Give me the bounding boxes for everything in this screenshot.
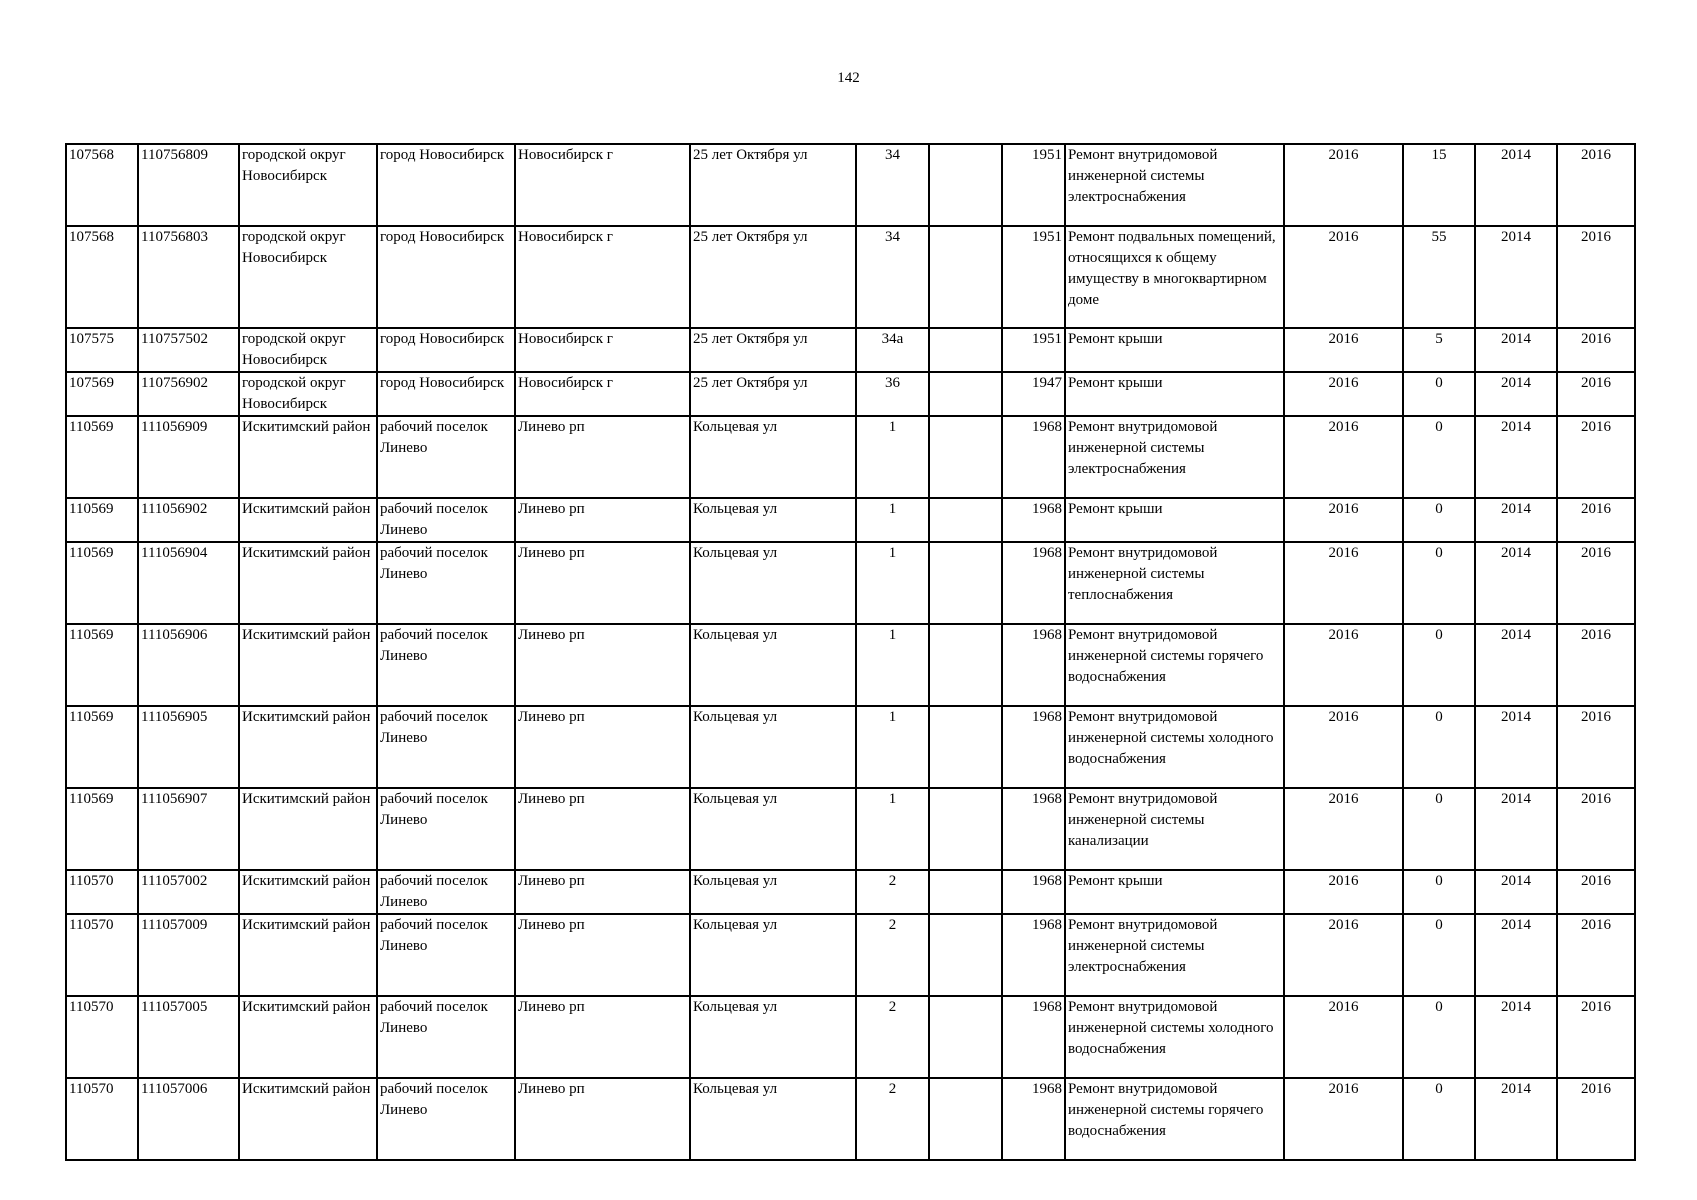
cell-period-end: 2016	[1557, 144, 1635, 226]
cell-municipality: город Новосибирск	[377, 144, 515, 226]
registry-table	[65, 143, 1636, 1161]
cell-item-id: 111056902	[138, 498, 239, 542]
cell-plan-year: 2016	[1284, 788, 1403, 870]
cell-period-end: 2016	[1557, 1078, 1635, 1160]
table-row	[66, 144, 1635, 226]
cell-house-number: 1	[856, 624, 929, 706]
cell-period-start: 2014	[1475, 498, 1557, 542]
cell-item-id: 111057009	[138, 914, 239, 996]
cell-period-start: 2014	[1475, 1078, 1557, 1160]
cell-building	[929, 706, 1002, 788]
cell-build-year: 1968	[1002, 624, 1065, 706]
cell-district: городской округ Новосибирск	[239, 144, 377, 226]
cell-municipality: рабочий поселок Линево	[377, 996, 515, 1078]
cell-street: Кольцевая ул	[690, 498, 856, 542]
cell-work-type: Ремонт внутридомовой инженерной системы холодного водоснабжения	[1065, 996, 1284, 1078]
cell-build-year: 1951	[1002, 144, 1065, 226]
cell-region-code: 110569	[66, 416, 138, 498]
cell-item-id: 110756902	[138, 372, 239, 416]
cell-item-id: 111057006	[138, 1078, 239, 1160]
cell-building	[929, 996, 1002, 1078]
cell-municipality: рабочий поселок Линево	[377, 914, 515, 996]
cell-street: 25 лет Октября ул	[690, 226, 856, 328]
cell-work-type: Ремонт внутридомовой инженерной системы горячего водоснабжения	[1065, 1078, 1284, 1160]
cell-building	[929, 1078, 1002, 1160]
cell-wear: 0	[1403, 706, 1475, 788]
cell-work-type: Ремонт внутридомовой инженерной системы горячего водоснабжения	[1065, 624, 1284, 706]
cell-period-end: 2016	[1557, 226, 1635, 328]
cell-item-id: 111057005	[138, 996, 239, 1078]
cell-district: Искитимский район	[239, 498, 377, 542]
cell-period-end: 2016	[1557, 788, 1635, 870]
cell-period-end: 2016	[1557, 328, 1635, 372]
cell-wear: 0	[1403, 542, 1475, 624]
cell-plan-year: 2016	[1284, 996, 1403, 1078]
cell-plan-year: 2016	[1284, 542, 1403, 624]
cell-period-start: 2014	[1475, 542, 1557, 624]
cell-plan-year: 2016	[1284, 706, 1403, 788]
cell-locality: Линево рп	[515, 706, 690, 788]
cell-period-end: 2016	[1557, 996, 1635, 1078]
cell-house-number: 1	[856, 706, 929, 788]
cell-building	[929, 870, 1002, 914]
cell-building	[929, 416, 1002, 498]
cell-wear: 0	[1403, 498, 1475, 542]
cell-period-start: 2014	[1475, 328, 1557, 372]
cell-municipality: рабочий поселок Линево	[377, 870, 515, 914]
cell-build-year: 1947	[1002, 372, 1065, 416]
cell-municipality: рабочий поселок Линево	[377, 706, 515, 788]
cell-build-year: 1968	[1002, 870, 1065, 914]
cell-street: Кольцевая ул	[690, 788, 856, 870]
cell-locality: Линево рп	[515, 542, 690, 624]
table-row	[66, 226, 1635, 328]
cell-wear: 0	[1403, 914, 1475, 996]
cell-district: городской округ Новосибирск	[239, 328, 377, 372]
cell-street: Кольцевая ул	[690, 624, 856, 706]
cell-region-code: 107568	[66, 226, 138, 328]
cell-item-id: 111056906	[138, 624, 239, 706]
cell-build-year: 1968	[1002, 996, 1065, 1078]
cell-period-start: 2014	[1475, 914, 1557, 996]
cell-work-type: Ремонт внутридомовой инженерной системы электроснабжения	[1065, 144, 1284, 226]
table-row	[66, 498, 1635, 542]
cell-street: Кольцевая ул	[690, 706, 856, 788]
cell-plan-year: 2016	[1284, 624, 1403, 706]
cell-wear: 0	[1403, 870, 1475, 914]
cell-item-id: 111056907	[138, 788, 239, 870]
table-row	[66, 372, 1635, 416]
cell-locality: Линево рп	[515, 624, 690, 706]
cell-item-id: 110756809	[138, 144, 239, 226]
cell-build-year: 1968	[1002, 542, 1065, 624]
cell-street: Кольцевая ул	[690, 542, 856, 624]
cell-build-year: 1968	[1002, 416, 1065, 498]
cell-locality: Линево рп	[515, 870, 690, 914]
cell-build-year: 1951	[1002, 328, 1065, 372]
cell-plan-year: 2016	[1284, 1078, 1403, 1160]
cell-district: Искитимский район	[239, 788, 377, 870]
cell-region-code: 110570	[66, 914, 138, 996]
cell-work-type: Ремонт подвальных помещений, относящихся к общему имуществу в многоквартирном доме	[1065, 226, 1284, 328]
cell-house-number: 34	[856, 226, 929, 328]
cell-period-start: 2014	[1475, 144, 1557, 226]
cell-period-end: 2016	[1557, 416, 1635, 498]
cell-work-type: Ремонт крыши	[1065, 372, 1284, 416]
cell-plan-year: 2016	[1284, 226, 1403, 328]
cell-build-year: 1968	[1002, 498, 1065, 542]
cell-period-end: 2016	[1557, 372, 1635, 416]
cell-period-start: 2014	[1475, 624, 1557, 706]
cell-plan-year: 2016	[1284, 328, 1403, 372]
cell-period-start: 2014	[1475, 870, 1557, 914]
cell-locality: Линево рп	[515, 416, 690, 498]
cell-locality: Новосибирск г	[515, 328, 690, 372]
cell-building	[929, 372, 1002, 416]
cell-locality: Новосибирск г	[515, 144, 690, 226]
cell-wear: 55	[1403, 226, 1475, 328]
cell-build-year: 1968	[1002, 788, 1065, 870]
cell-item-id: 111056909	[138, 416, 239, 498]
cell-item-id: 111057002	[138, 870, 239, 914]
cell-locality: Линево рп	[515, 1078, 690, 1160]
cell-house-number: 2	[856, 914, 929, 996]
table-body	[66, 144, 1635, 1160]
cell-region-code: 107569	[66, 372, 138, 416]
cell-item-id: 110756803	[138, 226, 239, 328]
cell-district: Искитимский район	[239, 542, 377, 624]
page-number: 142	[837, 70, 860, 86]
cell-locality: Линево рп	[515, 914, 690, 996]
cell-item-id: 110757502	[138, 328, 239, 372]
cell-municipality: город Новосибирск	[377, 328, 515, 372]
cell-period-end: 2016	[1557, 498, 1635, 542]
table-row	[66, 1078, 1635, 1160]
cell-region-code: 110570	[66, 996, 138, 1078]
cell-region-code: 110569	[66, 624, 138, 706]
cell-plan-year: 2016	[1284, 498, 1403, 542]
cell-wear: 0	[1403, 624, 1475, 706]
cell-building	[929, 498, 1002, 542]
cell-work-type: Ремонт внутридомовой инженерной системы электроснабжения	[1065, 914, 1284, 996]
cell-period-start: 2014	[1475, 372, 1557, 416]
cell-period-end: 2016	[1557, 914, 1635, 996]
cell-build-year: 1968	[1002, 706, 1065, 788]
cell-wear: 15	[1403, 144, 1475, 226]
cell-item-id: 111056905	[138, 706, 239, 788]
cell-street: 25 лет Октября ул	[690, 328, 856, 372]
cell-building	[929, 788, 1002, 870]
cell-locality: Новосибирск г	[515, 226, 690, 328]
cell-work-type: Ремонт внутридомовой инженерной системы теплоснабжения	[1065, 542, 1284, 624]
cell-period-end: 2016	[1557, 706, 1635, 788]
cell-house-number: 1	[856, 498, 929, 542]
cell-street: 25 лет Октября ул	[690, 372, 856, 416]
cell-house-number: 1	[856, 788, 929, 870]
cell-district: Искитимский район	[239, 1078, 377, 1160]
cell-house-number: 1	[856, 416, 929, 498]
cell-house-number: 2	[856, 996, 929, 1078]
cell-municipality: рабочий поселок Линево	[377, 498, 515, 542]
table-row	[66, 624, 1635, 706]
cell-period-start: 2014	[1475, 706, 1557, 788]
cell-period-start: 2014	[1475, 226, 1557, 328]
cell-period-start: 2014	[1475, 416, 1557, 498]
cell-building	[929, 144, 1002, 226]
cell-region-code: 110569	[66, 788, 138, 870]
cell-period-start: 2014	[1475, 996, 1557, 1078]
table-row	[66, 788, 1635, 870]
cell-plan-year: 2016	[1284, 144, 1403, 226]
cell-municipality: рабочий поселок Линево	[377, 416, 515, 498]
cell-district: городской округ Новосибирск	[239, 226, 377, 328]
cell-plan-year: 2016	[1284, 870, 1403, 914]
cell-building	[929, 226, 1002, 328]
cell-district: Искитимский район	[239, 996, 377, 1078]
cell-wear: 0	[1403, 416, 1475, 498]
cell-district: Искитимский район	[239, 416, 377, 498]
cell-region-code: 110569	[66, 498, 138, 542]
cell-municipality: рабочий поселок Линево	[377, 1078, 515, 1160]
cell-work-type: Ремонт внутридомовой инженерной системы канализации	[1065, 788, 1284, 870]
cell-wear: 0	[1403, 996, 1475, 1078]
cell-district: Искитимский район	[239, 706, 377, 788]
cell-street: Кольцевая ул	[690, 1078, 856, 1160]
cell-build-year: 1951	[1002, 226, 1065, 328]
cell-street: Кольцевая ул	[690, 996, 856, 1078]
cell-house-number: 1	[856, 542, 929, 624]
cell-municipality: город Новосибирск	[377, 226, 515, 328]
cell-district: Искитимский район	[239, 624, 377, 706]
cell-plan-year: 2016	[1284, 372, 1403, 416]
cell-plan-year: 2016	[1284, 416, 1403, 498]
cell-region-code: 107568	[66, 144, 138, 226]
cell-building	[929, 328, 1002, 372]
cell-region-code: 107575	[66, 328, 138, 372]
cell-house-number: 36	[856, 372, 929, 416]
cell-district: Искитимский район	[239, 870, 377, 914]
cell-region-code: 110570	[66, 870, 138, 914]
cell-period-end: 2016	[1557, 542, 1635, 624]
cell-region-code: 110570	[66, 1078, 138, 1160]
cell-street: Кольцевая ул	[690, 914, 856, 996]
cell-build-year: 1968	[1002, 914, 1065, 996]
cell-period-end: 2016	[1557, 870, 1635, 914]
cell-street: Кольцевая ул	[690, 870, 856, 914]
cell-street: 25 лет Октября ул	[690, 144, 856, 226]
cell-locality: Линево рп	[515, 788, 690, 870]
cell-house-number: 34	[856, 144, 929, 226]
cell-region-code: 110569	[66, 542, 138, 624]
cell-street: Кольцевая ул	[690, 416, 856, 498]
table-row	[66, 416, 1635, 498]
cell-region-code: 110569	[66, 706, 138, 788]
table-row	[66, 706, 1635, 788]
cell-plan-year: 2016	[1284, 914, 1403, 996]
cell-wear: 0	[1403, 372, 1475, 416]
cell-house-number: 2	[856, 1078, 929, 1160]
cell-item-id: 111056904	[138, 542, 239, 624]
cell-work-type: Ремонт крыши	[1065, 498, 1284, 542]
cell-work-type: Ремонт крыши	[1065, 870, 1284, 914]
table-row	[66, 328, 1635, 372]
cell-period-end: 2016	[1557, 624, 1635, 706]
cell-locality: Новосибирск г	[515, 372, 690, 416]
cell-municipality: город Новосибирск	[377, 372, 515, 416]
cell-work-type: Ремонт внутридомовой инженерной системы электроснабжения	[1065, 416, 1284, 498]
cell-building	[929, 914, 1002, 996]
cell-municipality: рабочий поселок Линево	[377, 624, 515, 706]
cell-work-type: Ремонт внутридомовой инженерной системы холодного водоснабжения	[1065, 706, 1284, 788]
cell-municipality: рабочий поселок Линево	[377, 542, 515, 624]
table-row	[66, 996, 1635, 1078]
cell-wear: 0	[1403, 1078, 1475, 1160]
table-row	[66, 542, 1635, 624]
cell-work-type: Ремонт крыши	[1065, 328, 1284, 372]
cell-period-start: 2014	[1475, 788, 1557, 870]
cell-building	[929, 624, 1002, 706]
table-row	[66, 870, 1635, 914]
cell-wear: 5	[1403, 328, 1475, 372]
cell-wear: 0	[1403, 788, 1475, 870]
cell-municipality: рабочий поселок Линево	[377, 788, 515, 870]
cell-locality: Линево рп	[515, 498, 690, 542]
table-row	[66, 914, 1635, 996]
cell-district: городской округ Новосибирск	[239, 372, 377, 416]
cell-house-number: 2	[856, 870, 929, 914]
cell-district: Искитимский район	[239, 914, 377, 996]
cell-house-number: 34а	[856, 328, 929, 372]
cell-locality: Линево рп	[515, 996, 690, 1078]
cell-building	[929, 542, 1002, 624]
cell-build-year: 1968	[1002, 1078, 1065, 1160]
